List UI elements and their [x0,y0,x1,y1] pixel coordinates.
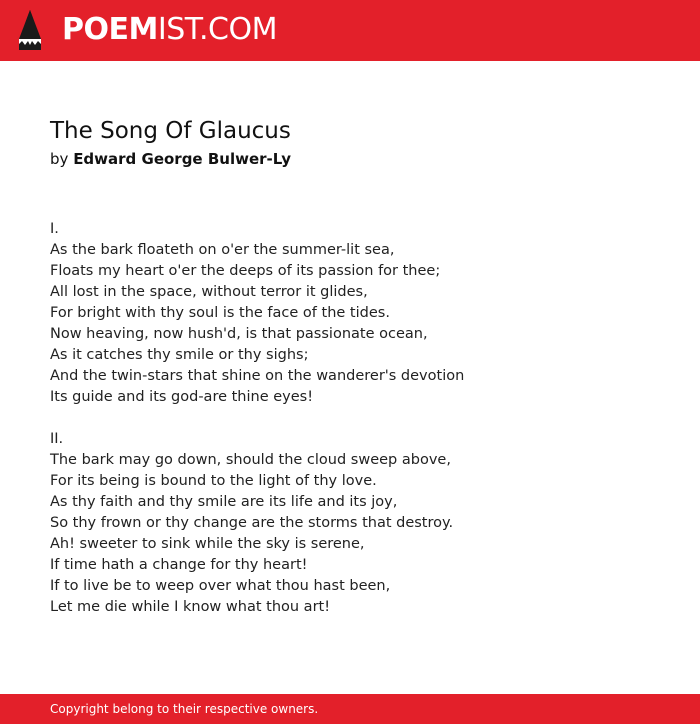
poem-line: So thy frown or thy change are the storms that destroy. [50,515,454,531]
poem-body [50,219,464,639]
poem-title: The Song Of Glaucus [50,118,291,144]
poem-line: II. [50,431,64,447]
poem-line: Its guide and its god-are thine eyes! [50,389,314,405]
pencil-tip-icon[interactable] [17,9,43,51]
poem-line: As the bark floateth on o'er the summer-lit sea, [50,242,395,258]
copyright-notice: Copyright belong to their respective owners. [50,702,319,716]
logo-text-bold: POEM [62,12,158,47]
byline [50,148,291,170]
poem-line: Ah! sweeter to sink while the sky is serene, [50,536,365,552]
poem-line: Floats my heart o'er the deeps of its passion for thee; [50,263,441,279]
poem-line: Let me die while I know what thou art! [50,599,331,615]
poem-line: For its being is bound to the light of thy love. [50,473,377,489]
poem-line: I. [50,221,59,237]
poem-line: As thy faith and thy smile are its life and its joy, [50,494,398,510]
poem-line: All lost in the space, without terror it glides, [50,284,368,300]
author-name[interactable]: Edward George Bulwer-Ly [73,150,292,168]
poem-line: For bright with thy soul is the face of the tides. [50,305,390,321]
stanza-2 [50,429,464,618]
by-label: by [50,150,69,168]
site-footer [0,694,700,724]
poem-line: As it catches thy smile or thy sighs; [50,347,309,363]
poem-line: If to live be to weep over what thou hast been, [50,578,391,594]
poem-line: Now heaving, now hush'd, is that passionate ocean, [50,326,428,342]
site-header [0,0,700,61]
poem-line: And the twin-stars that shine on the wanderer's devotion [50,368,465,384]
poem-line: If time hath a change for thy heart! [50,557,308,573]
site-logo[interactable] [62,11,277,49]
logo-text-light: IST.COM [157,12,277,47]
poem-line: The bark may go down, should the cloud sweep above, [50,452,451,468]
stanza-1 [50,219,464,408]
